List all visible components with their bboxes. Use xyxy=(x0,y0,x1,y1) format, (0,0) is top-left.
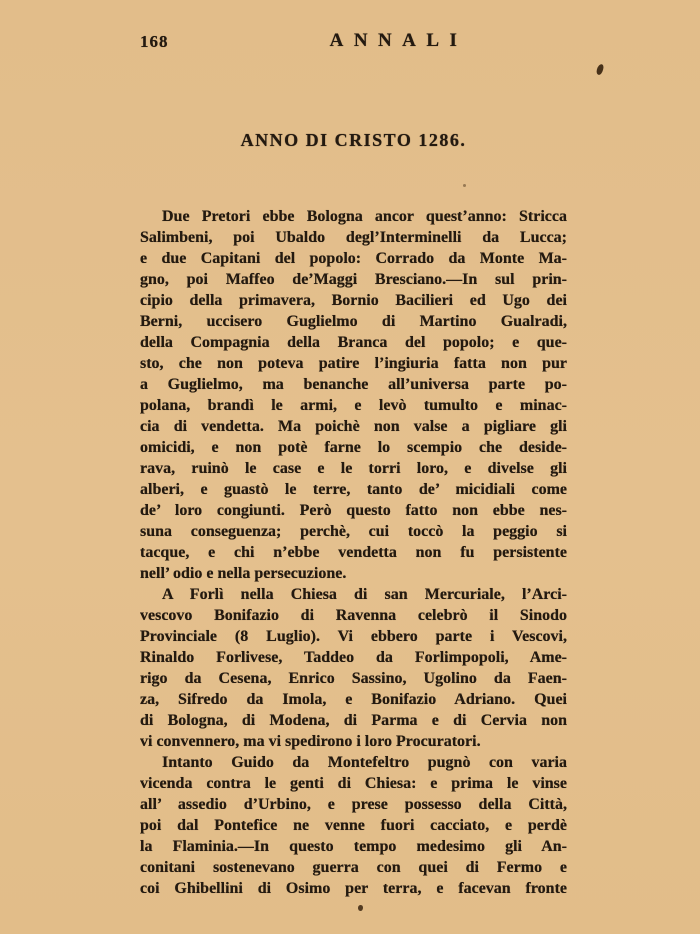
text-line: tacque, e chi n’ebbe vendetta non fu persistente xyxy=(140,544,567,561)
text-line: rava, ruinò le case e le torri loro, e divelse gli xyxy=(140,460,567,477)
text-line: Intanto Guido da Montefeltro pugnò con varia xyxy=(162,754,567,771)
text-line: la Flaminia.—In questo tempo medesimo gli An- xyxy=(140,838,567,855)
text-line: cia di vendetta. Ma poichè non valse a pigliare gli xyxy=(140,418,567,435)
text-line: A Forlì nella Chiesa di san Mercuriale, l’Arci- xyxy=(162,586,567,603)
ink-speck xyxy=(358,905,363,911)
text-body xyxy=(140,206,567,899)
text-line: suna conseguenza; perchè, cui toccò la peggio si xyxy=(140,523,567,540)
chapter-heading: ANNO DI CRISTO 1286. xyxy=(240,130,467,150)
ink-speck xyxy=(463,184,466,187)
text-line: Due Pretori ebbe Bologna ancor quest’anno: Stricca xyxy=(162,208,567,225)
text-line: vescovo Bonifazio di Ravenna celebrò il Sinodo xyxy=(140,607,567,624)
text-line: di Bologna, di Modena, di Parma e di Cervia non xyxy=(140,712,567,729)
text-line: omicidi, e non potè farne lo scempio che deside- xyxy=(140,439,567,456)
text-line: poi dal Pontefice ne venne fuori cacciato, e perdè xyxy=(140,817,567,834)
text-line: e due Capitani del popolo: Corrado da Monte Ma- xyxy=(140,250,567,267)
text-line: coi Ghibellini di Osimo per terra, e facevan fronte xyxy=(140,880,567,897)
text-line: Provinciale (8 Luglio). Vi ebbero parte i Vescovi, xyxy=(140,628,567,645)
text-line: all’ assedio d’Urbino, e prese possesso della Città, xyxy=(140,796,567,813)
text-line: a Guglielmo, ma benanche all’universa parte po- xyxy=(140,376,567,393)
text-line: gno, poi Maffeo de’Maggi Bresciano.—In sul prin- xyxy=(140,271,567,288)
page-header xyxy=(140,30,567,56)
running-head: ANNALI xyxy=(329,30,468,51)
text-line: Salimbeni, poi Ubaldo degl’Interminelli da Lucca; xyxy=(140,229,567,246)
paragraph xyxy=(140,584,567,752)
ink-speck xyxy=(596,63,604,75)
text-line: rigo da Cesena, Enrico Sassino, Ugolino da Faen- xyxy=(140,670,567,687)
text-line: vi convennero, ma vi spedirono i loro Procuratori. xyxy=(140,733,481,750)
text-line: polana, brandì le armi, e levò tumulto e minac- xyxy=(140,397,567,414)
text-line: za, Sifredo da Imola, e Bonifazio Adriano. Quei xyxy=(140,691,567,708)
text-line: cipio della primavera, Bornio Bacilieri ed Ugo dei xyxy=(140,292,567,309)
text-line: vicenda contra le genti di Chiesa: e prima le vinse xyxy=(140,775,567,792)
page-number: 168 xyxy=(140,32,169,51)
text-line: conitani sostenevano guerra con quei di Fermo e xyxy=(140,859,567,876)
paragraph xyxy=(140,206,567,584)
text-line: alberi, e guastò le terre, tanto de’ micidiali come xyxy=(140,481,567,498)
text-line: Rinaldo Forlivese, Taddeo da Forlimpopoli, Ame- xyxy=(140,649,567,666)
text-line: Berni, uccisero Guglielmo di Martino Gualradi, xyxy=(140,313,567,330)
paragraph xyxy=(140,752,567,899)
text-line: sto, che non poteva patire l’ingiuria fatta non pur xyxy=(140,355,567,372)
text-line: della Compagnia della Branca del popolo; e que- xyxy=(140,334,567,351)
text-line: de’ loro congiunti. Però questo fatto non ebbe nes- xyxy=(140,502,567,519)
text-line: nell’ odio e nella persecuzione. xyxy=(140,565,347,582)
